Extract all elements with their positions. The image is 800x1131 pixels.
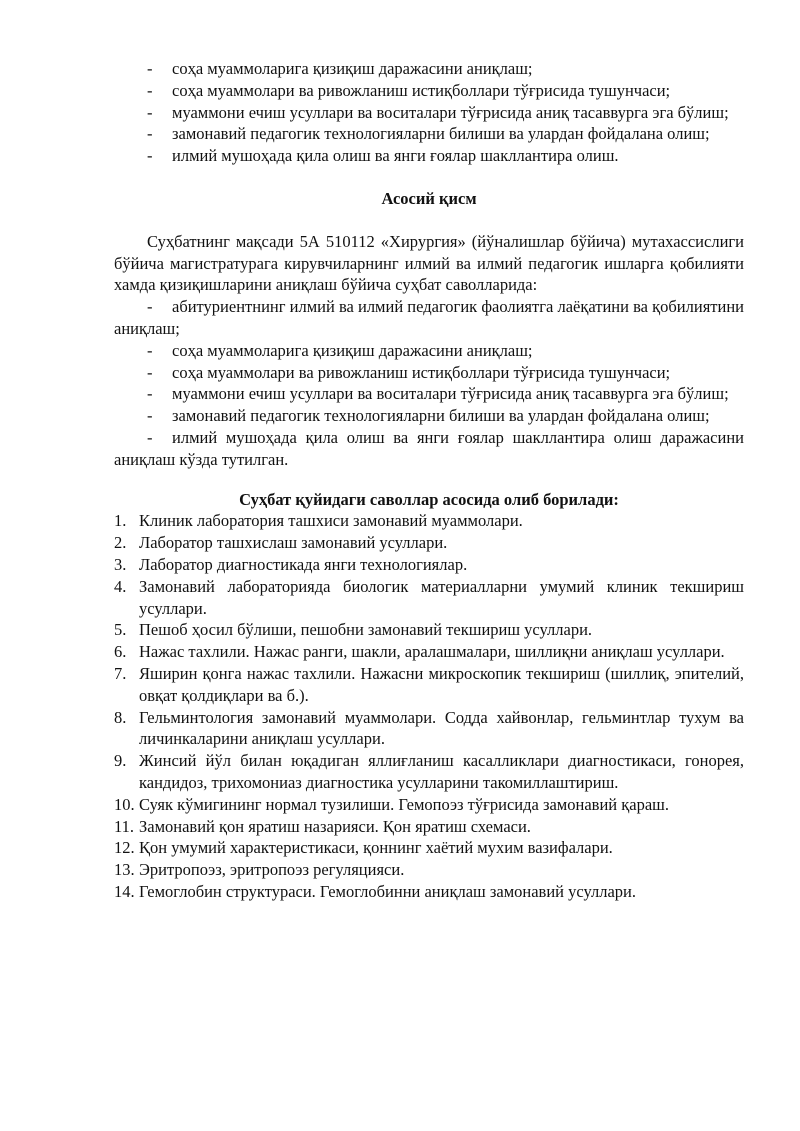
main-paragraph: Суҳбатнинг мақсади 5А 510112 «Хирургия» (йўналишлар бўйича) мутахассислиги бўйича магистратурага кирувчиларнинг илмий ва илмий педагогик ишларга қобилияти хамда қизиқишларини аниқлаш бўйича суҳбат саволларида: — [114, 231, 744, 295]
question-item: 5. Пешоб ҳосил бўлиши, пешобни замонавий текшириш усуллари. — [114, 620, 593, 640]
question-item: 7. Яширин қонга нажас тахлили. Нажасни микроскопик текшириш (шиллиқ, эпителий, овқат қолдиқлари ва б.). — [114, 663, 744, 705]
question-item: 10. Суяк кўмигининг нормал тузилиши. Гемопоэз тўғрисида замонавий қараш. — [114, 794, 669, 814]
question-item: 4. Замонавий лабораторияда биологик материалларни умумий клиник текшириш усуллари. — [114, 576, 744, 618]
question-item: 14. Гемоглобин структураси. Гемоглобинни аниқлаш замонавий усуллари. — [114, 881, 637, 901]
list-item: - замонавий педагогик технологияларни билиши ва улардан фойдалана олиш; — [147, 406, 710, 426]
list-item: - соҳа муаммолари ва ривожланиш истиқболлари тўғрисида тушунчаси; — [147, 362, 671, 382]
document-page — [114, 58, 744, 903]
question-item: 9. Жинсий йўл билан юқадиган яллиғланиш касалликлари диагностикаси, гонорея, кандидоз, трихомониаз диагностика усулларини такомиллаштириш. — [114, 751, 744, 792]
main-list — [114, 296, 744, 470]
list-item: - муаммони ечиш усуллари ва воситалари тўғрисида аниқ тасаввурга эга бўлиш; — [147, 384, 729, 404]
question-item: 13. Эритропоэз, эритропоэз регуляцияси. — [114, 860, 405, 880]
question-item: 12. Қон умумий характеристикаси, қоннинг хаётий мухим вазифалари. — [114, 838, 613, 858]
intro-list — [114, 58, 744, 167]
list-item: - замонавий педагогик технологияларни билиши ва улардан фойдалана олиш; — [147, 124, 710, 144]
list-item: - абитуриентнинг илмий ва илмий педагогик фаолиятга лаёқатини ва қобилиятини аниқлаш; — [114, 297, 744, 338]
section-heading-questions: Суҳбат қуйидаги саволлар асосида олиб борилади: — [239, 489, 619, 509]
question-item: 1. Клиник лаборатория ташхиси замонавий муаммолари. — [114, 511, 523, 531]
list-item: - соҳа муаммоларига қизиқиш даражасини аниқлаш; — [147, 340, 533, 360]
list-item: - илмий мушоҳада қила олиш ва янги ғоялар шакллантира олиш даражасини аниқлаш кўзда тутилган. — [114, 427, 744, 469]
list-item: - соҳа муаммоларига қизиқиш даражасини аниқлаш; — [147, 59, 533, 78]
section-heading-main: Асосий қисм — [381, 188, 477, 208]
question-item: 3. Лаборатор диагностикада янги технологиялар. — [114, 554, 468, 574]
list-item: - муаммони ечиш усуллари ва воситалари тўғрисида аниқ тасаввурга эга бўлиш; — [147, 102, 729, 122]
question-item: 11. Замонавий қон яратиш назарияси. Қон яратиш схемаси. — [114, 816, 531, 836]
questions-list — [114, 510, 744, 902]
question-item: 8. Гельминтология замонавий муаммолари. Содда хайвонлар, гельминтлар тухум ва личинкаларини аниқлаш усуллари. — [114, 707, 744, 749]
question-item: 2. Лаборатор ташхислаш замонавий усуллари. — [114, 533, 448, 553]
list-item: - илмий мушоҳада қила олиш ва янги ғоялар шакллантира олиш. — [147, 146, 619, 166]
list-item: - соҳа муаммолари ва ривожланиш истиқболлари тўғрисида тушунчаси; — [147, 80, 671, 100]
question-item: 6. Нажас тахлили. Нажас ранги, шакли, аралашмалари, шиллиқни аниқлаш усуллари. — [114, 642, 725, 662]
